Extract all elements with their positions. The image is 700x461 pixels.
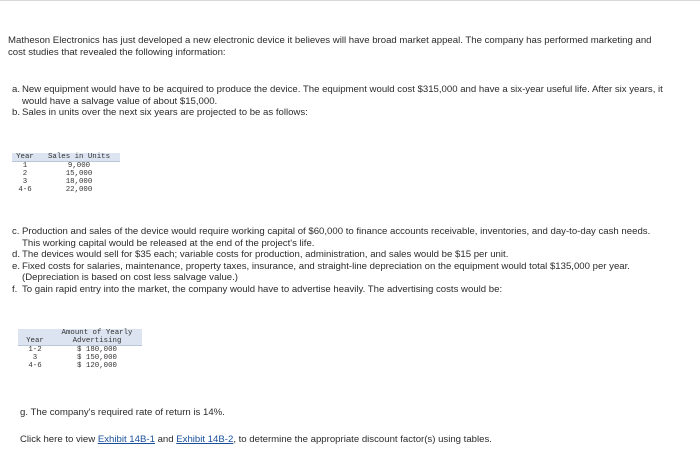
- sales-table: [12, 153, 120, 194]
- item-letter: a.: [12, 84, 21, 95]
- advertising-header-amount: Amount of Yearly Advertising: [52, 329, 142, 346]
- advertising-year: 4-6: [28, 362, 42, 370]
- advertising-table: [18, 329, 142, 370]
- item-text: Production and sales of the device would require working capital of $60,000 to finance accounts receivable, inventories, and day-to-day cash needs. This working capital would be released at the end of the project's life.: [22, 226, 651, 249]
- item-d: [8, 249, 668, 261]
- exhibit-14b-2-link[interactable]: Exhibit 14B-2: [176, 434, 234, 445]
- item-text: The company's required rate of return is 14%.: [30, 407, 225, 418]
- item-letter: g.: [20, 407, 29, 418]
- table-row: [18, 354, 142, 362]
- click-suffix: , to determine the appropriate discount factor(s) using tables.: [233, 434, 492, 445]
- advertising-header-year: Year: [18, 329, 52, 346]
- sales-units: 15,000: [65, 170, 93, 178]
- advertising-amount: $ 180,000: [77, 346, 117, 354]
- items-a-b: [8, 84, 668, 119]
- sales-units: 22,000: [65, 186, 93, 194]
- table-row: [12, 170, 120, 178]
- advertising-amount: $ 120,000: [77, 362, 117, 370]
- item-letter: c.: [12, 226, 20, 237]
- item-g: [20, 407, 700, 419]
- intro-paragraph: Matheson Electronics has just developed a new electronic device it believes will have broad market appeal. The company has performed marketing and cost studies that revealed the following information:: [8, 35, 652, 58]
- sales-header-year: Year: [12, 153, 38, 162]
- sales-year: 2: [22, 170, 28, 178]
- table-row: [18, 346, 142, 355]
- item-a: [8, 84, 668, 107]
- advertising-amount: $ 150,000: [77, 354, 117, 362]
- sales-units: 9,000: [67, 162, 91, 170]
- table-row: [12, 186, 120, 194]
- table-row: [12, 162, 120, 171]
- item-letter: f.: [12, 283, 18, 295]
- item-text: The devices would sell for $35 each; variable costs for production, administration, and sales would be $15 per unit.: [22, 249, 509, 260]
- item-text: To gain rapid entry into the market, the company would have to advertise heavily. The advertising costs would be:: [22, 283, 503, 295]
- sales-year: 4-6: [18, 186, 32, 194]
- table-row: [12, 178, 120, 186]
- item-text: Fixed costs for salaries, maintenance, property taxes, insurance, and straight-line depreciation on the equipment would total $135,000 per year. (Depreciation is based on cost less salvage value.): [22, 260, 630, 283]
- sales-year: 3: [22, 178, 28, 186]
- top-divider: [0, 0, 700, 1]
- sales-units: 18,000: [65, 178, 93, 186]
- sales-year: 1: [22, 162, 28, 170]
- advertising-year: 1-2: [28, 346, 42, 354]
- item-b: [8, 107, 668, 119]
- item-letter: b.: [12, 107, 21, 118]
- item-e: [8, 261, 668, 284]
- table-row: [18, 362, 142, 370]
- exhibit-14b-1-link[interactable]: Exhibit 14B-1: [97, 434, 155, 445]
- exhibit-instructions: [20, 434, 700, 446]
- sales-header-units: Sales in Units: [38, 153, 120, 162]
- item-letter: d.: [12, 249, 21, 260]
- advertising-year: 3: [32, 354, 38, 362]
- item-text: New equipment would have to be acquired to produce the device. The equipment would cost $315,000 and have a six-year useful life. After six years, it would have a salvage value of about $15,000.: [22, 84, 663, 107]
- item-text: Sales in units over the next six years are projected to be as follows:: [22, 107, 308, 118]
- items-c-f: [8, 226, 668, 295]
- click-prefix: Click here to view: [20, 434, 98, 445]
- item-letter: e.: [12, 260, 21, 272]
- item-f: [8, 284, 668, 296]
- click-middle: and: [154, 434, 177, 445]
- item-c: [8, 226, 668, 249]
